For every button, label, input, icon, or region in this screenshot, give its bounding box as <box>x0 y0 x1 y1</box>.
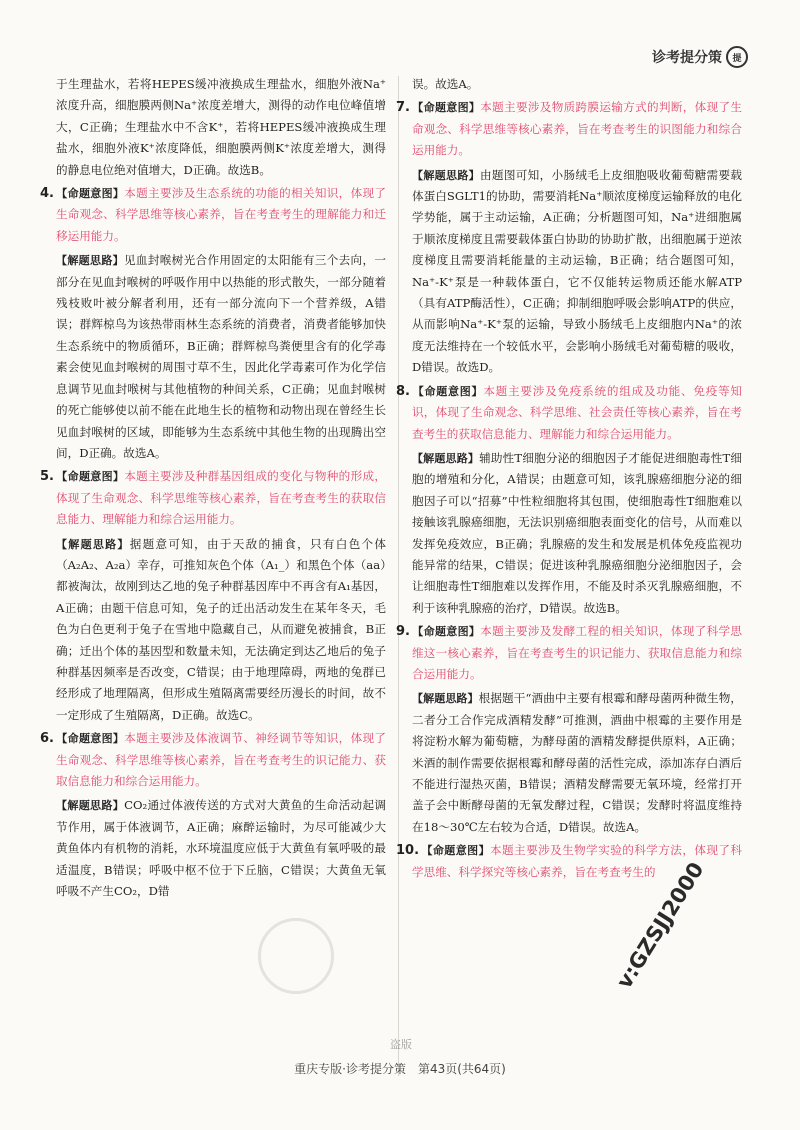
q6-number: 6. <box>40 731 54 747</box>
question-8 <box>396 381 743 619</box>
q9-idea-tag: 【解题思路】 <box>412 692 479 706</box>
left-column <box>40 74 387 902</box>
brand-header <box>652 46 748 68</box>
q7-intent-tag: 【命题意图】 <box>411 101 481 115</box>
q8-idea: 辅助性T细胞分泌的细胞因子才能促进细胞毒性T细胞的增殖和分化，A错误；由题意可知，该乳腺癌细胞分泌的细胞因子可以“招募”中性粒细胞将其包围，使细胞毒性T细胞难以接触该乳腺癌细胞，无法识别癌细胞表面变化的信号，从而难以发挥免疫效应，B正确；乳腺癌的发生和发展是机体免疫监视功能异常的结果，C错误；促进该种乳腺癌细胞分泌细胞因子，会让细胞毒性T细胞难以发挥作用，不能及时杀灭乳腺癌细胞，不利于该种乳腺癌的治疗，D错误。故选B。 <box>412 450 743 615</box>
q5-idea: 据题意可知，由于天敌的捕食，只有白色个体（A₂A₂、A₂a）幸存，可推知灰色个体（A₁_）和黑色个体（aa）都被淘汰，故刚到达乙地的兔子种群基因库中不再含有A₁基因，A正确；由题干信息可知，兔子的迁出活动发生在某年冬天，毛色为白色更利于兔子在雪地中隐藏自己，从而避免被捕食，B正确；迁出个体的基因型和数量未知，无法确定到达乙地后的兔子种群基因频率是否改变，C错误；由于地理障碍，两地的兔群已经形成了地理隔离，但形成生殖隔离需要经历漫长的时间，故不一定形成了生殖隔离，D正确。故选C。 <box>56 536 386 722</box>
q10-number: 10. <box>396 843 420 859</box>
q5-idea-tag: 【解题思路】 <box>56 537 130 551</box>
left-intro: 于生理盐水，若将HEPES缓冲液换成生理盐水，细胞外液Na⁺浓度升高，细胞膜两侧Na⁺浓度差增大，测得的动作电位峰值增大，C正确；生理盐水中不含K⁺，若将HEPES缓冲液换成生理盐水，细胞外液K⁺浓度降低，细胞膜两侧K⁺浓度差增大，测得的静息电位绝对值增大，D正确。故选B。 <box>56 77 386 177</box>
q5-number: 5. <box>40 469 54 485</box>
q9-intent-tag: 【命题意图】 <box>411 625 481 639</box>
q5-intent: 本题主要涉及种群基因组成的变化与物种的形成，体现了生命观念、科学思维等核心素养，旨在考查考生的获取信息能力、理解能力和综合运用能力。 <box>56 469 386 527</box>
question-4 <box>40 183 386 464</box>
question-6 <box>40 728 387 902</box>
q5-intent-tag: 【命题意图】 <box>55 470 125 484</box>
q4-idea-tag: 【解题思路】 <box>56 254 124 268</box>
q8-intent: 本题主要涉及免疫系统的组成及功能、免疫等知识，体现了生命观念、科学思维、社会责任等核心素养，旨在考查考生的获取信息能力、理解能力和综合运用能力。 <box>412 383 742 441</box>
faint-logo-watermark <box>258 918 334 994</box>
q10-intent: 本题主要涉及生物学实验的科学方法，体现了科学思维、科学探究等核心素养，旨在考查考生的 <box>412 843 742 879</box>
column-divider <box>398 76 399 1076</box>
q9-intent: 本题主要涉及发酵工程的相关知识，体现了科学思维这一核心素养，旨在考查考生的识记能力、获取信息能力和综合运用能力。 <box>412 624 742 681</box>
q7-idea: 由题图可知，小肠绒毛上皮细胞吸收葡萄糖需要载体蛋白SGLT1的协助，需要消耗Na⁺顺浓度梯度运输释放的电化学势能，属于主动运输，A正确；分析题图可知，Na⁺进细胞属于顺浓度梯度且需要载体蛋白协助的协助扩散，出细胞属于逆浓度梯度且需要消耗能量的主动运输，B正确；结合题图可知，Na⁺-K⁺泵是一种载体蛋白，它不仅能转运物质还能水解ATP（具有ATP酶活性），C正确；抑制细胞呼吸会影响ATP的供应，从而影响Na⁺-K⁺泵的运输，导致小肠绒毛上皮细胞内Na⁺的浓度无法维持在一个较低水平，会影响小肠绒毛对葡萄糖的吸收，D错误。故选D。 <box>412 167 742 375</box>
page-footer: 重庆专版·诊考提分策 第43页(共64页) <box>294 1062 506 1076</box>
right-intro: 误。故选A。 <box>412 77 479 91</box>
question-7 <box>396 97 742 378</box>
diagonal-watermark: v:GZSJJ2000 <box>612 858 709 993</box>
question-5 <box>40 466 386 726</box>
q9-idea: 根据题干“酒曲中主要有根霉和酵母菌两种微生物，二者分工合作完成酒精发酵”可推测，酒曲中根霉的主要作用是将淀粉水解为葡萄糖，为酵母菌的酒精发酵提供原料，A正确；米酒的制作需要依据根霉和酵母菌的活性完成，添加冻存白酒后不能进行湿热灭菌，B错误；酒精发酵需要无氧环境，经常打开盖子会中断酵母菌的无氧发酵过程，C错误；发酵时将温度维持在18～30℃左右较为合适，D错误。故选A。 <box>412 691 743 834</box>
q4-number: 4. <box>40 186 54 202</box>
question-9 <box>396 621 743 838</box>
q6-idea: CO₂通过体液传送的方式对大黄鱼的生命活动起调节作用，属于体液调节，A正确；麻醉运输时，为尽可能减少大黄鱼体内有机物的消耗，水环境温度应低于大黄鱼有氧呼吸的最适温度，B错误；呼吸中枢不位于下丘脑，C错误；大黄鱼无氧呼吸不产生CO₂，D错 <box>56 798 387 899</box>
q9-number: 9. <box>396 624 410 640</box>
q6-intent-tag: 【命题意图】 <box>55 732 125 746</box>
q6-intent: 本题主要涉及体液调节、神经调节等知识，体现了生命观念、科学思维等核心素养，旨在考查考生的识记能力、获取信息能力和综合运用能力。 <box>56 731 386 788</box>
q4-intent: 本题主要涉及生态系统的功能的相关知识，体现了生命观念、科学思维等核心素养，旨在考查考生的理解能力和迁移运用能力。 <box>56 186 386 243</box>
q6-idea-tag: 【解题思路】 <box>56 799 125 813</box>
q7-idea-tag: 【解题思路】 <box>412 168 480 182</box>
q8-number: 8. <box>396 383 410 399</box>
q8-idea-tag: 【解题思路】 <box>412 451 480 465</box>
right-column <box>396 74 743 883</box>
piracy-stamp: 盗版 <box>390 1038 412 1051</box>
q7-intent: 本题主要涉及物质跨膜运输方式的判断，体现了生命观念、科学思维等核心素养，旨在考查考生的识图能力和综合运用能力。 <box>412 100 742 158</box>
q8-intent-tag: 【命题意图】 <box>411 384 484 398</box>
q4-idea: 见血封喉树光合作用固定的太阳能有三个去向，一部分在见血封喉树的呼吸作用中以热能的形式散失，一部分随着残枝败叶被分解者利用，还有一部分流向下一个营养级，A错误；群辉椋鸟为该热带雨林生态系统的消费者，消费者能够加快生态系统中的物质循环，B正确；群辉椋鸟粪便里含有的化学毒素会使见血封喉树的周围寸草不生，因此化学毒素可作为化学信息调节见血封喉树与其他植物的种间关系，C正确；见血封喉树的死亡能够使以前不能在此地生长的植物和动物出现在曾经生长见血封喉树的区域，即能够为生态系统中其他生物的出现腾出空间，D正确。故选A。 <box>56 253 386 460</box>
q7-number: 7. <box>396 100 410 116</box>
q10-intent-tag: 【命题意图】 <box>421 844 491 858</box>
q4-intent-tag: 【命题意图】 <box>55 187 125 201</box>
brand-title: 诊考提分策 <box>652 50 722 66</box>
brand-logo-icon: 提 <box>726 46 748 68</box>
